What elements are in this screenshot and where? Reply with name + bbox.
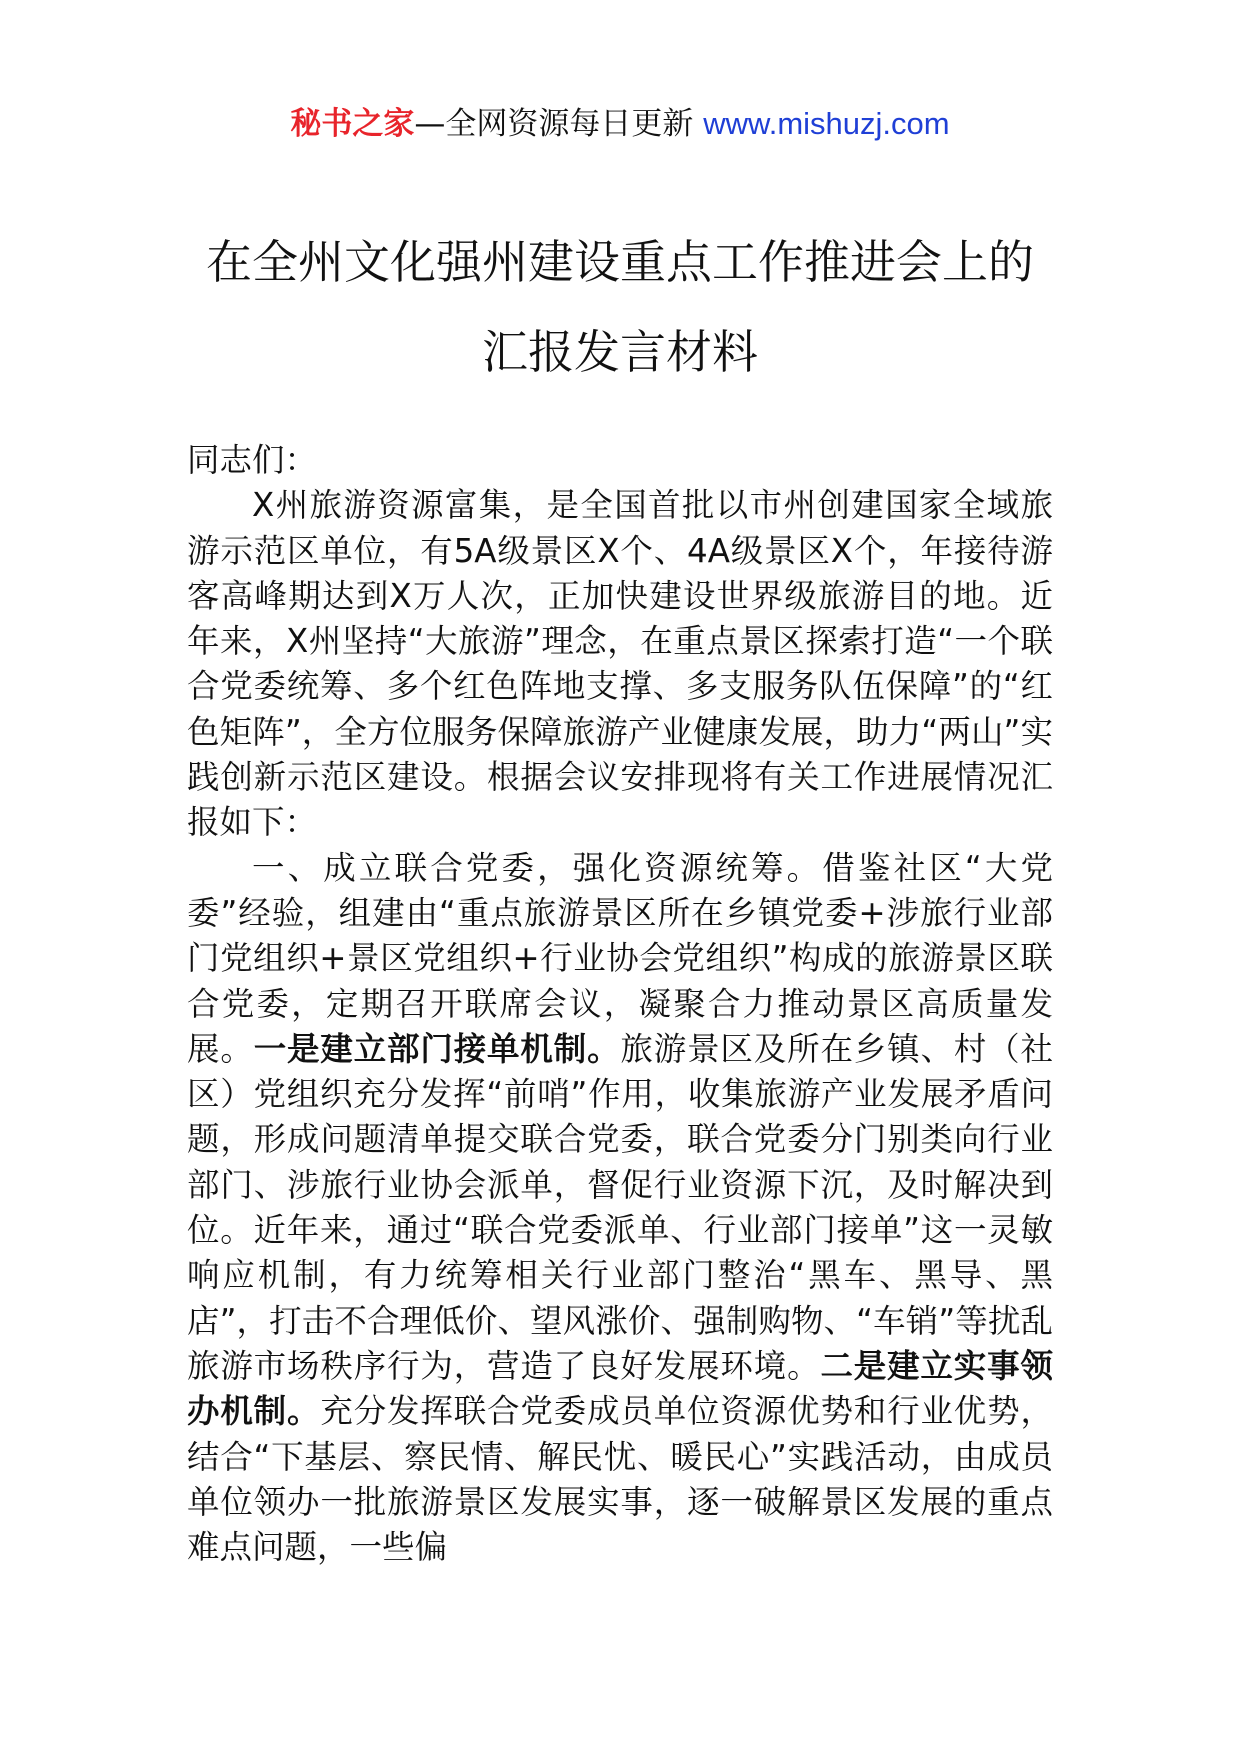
- brand-name: 秘书之家: [290, 106, 415, 142]
- banner-tagline: —全网资源每日更新: [414, 106, 704, 142]
- document-title-line-2: 汇报发言材料: [482, 325, 758, 379]
- intro-paragraph: X州旅游资源富集，是全国首批以市州创建国家全域旅游示范区单位，有5A级景区X个、4A级景区X个，年接待游客高峰期达到X万人次，正加快建设世界级旅游目的地。近年来，X州坚持“大旅游”理念，在重点景区探索打造“一个联合党委统筹、多个红色阵地支撑、多支服务队伍保障”的“红色矩阵”，全方位服务保障旅游产业健康发展，助力“两山”实践创新示范区建设。根据会议安排现将有关工作进展情况汇报如下：: [187, 486, 1053, 842]
- salutation: 同志们：: [187, 441, 318, 479]
- site-banner: [0, 102, 1240, 146]
- section-one-lead: 一、成立联合党委，强化资源统筹。借鉴社区“大党委”经验，组建由“重点旅游景区所在乡镇党委+涉旅行业部门党组织+景区党组织+行业协会党组织”构成的旅游景区联合党委，定期召开联席会议，凝聚合力推动景区高质量发展。: [187, 848, 1053, 1068]
- point-two-text: 充分发挥联合党委成员单位资源优势和行业优势，结合“下基层、察民情、解民忧、暖民心”实践活动，由成员单位领办一批旅游景区发展实事，逐一破解景区发展的重点难点问题，一些偏: [187, 1392, 1053, 1567]
- point-one-text: 旅游景区及所在乡镇、村（社区）党组织充分发挥“前哨”作用，收集旅游产业发展矛盾问题，形成问题清单提交联合党委，联合党委分门别类向行业部门、涉旅行业协会派单，督促行业资源下沉，及时解决到位。近年来，通过“联合党委派单、行业部门接单”这一灵敏响应机制，有力统筹相关行业部门整治“黑车、黑导、黑店”，打击不合理低价、望风涨价、强制购物、“车销”等扰乱旅游市场秩序行为，营造了良好发展环境。: [187, 1029, 1053, 1385]
- site-url-link[interactable]: www.mishuzj.com: [703, 106, 950, 141]
- point-two-heading: 二是建立实事领办机制。: [187, 1346, 1053, 1431]
- section-one-paragraph: [187, 846, 1053, 1571]
- document-body: [187, 438, 1053, 1570]
- point-one-heading: 一是建立部门接单机制。: [253, 1029, 621, 1068]
- document-title-line-1: 在全州文化强州建设重点工作推进会上的: [206, 235, 1034, 289]
